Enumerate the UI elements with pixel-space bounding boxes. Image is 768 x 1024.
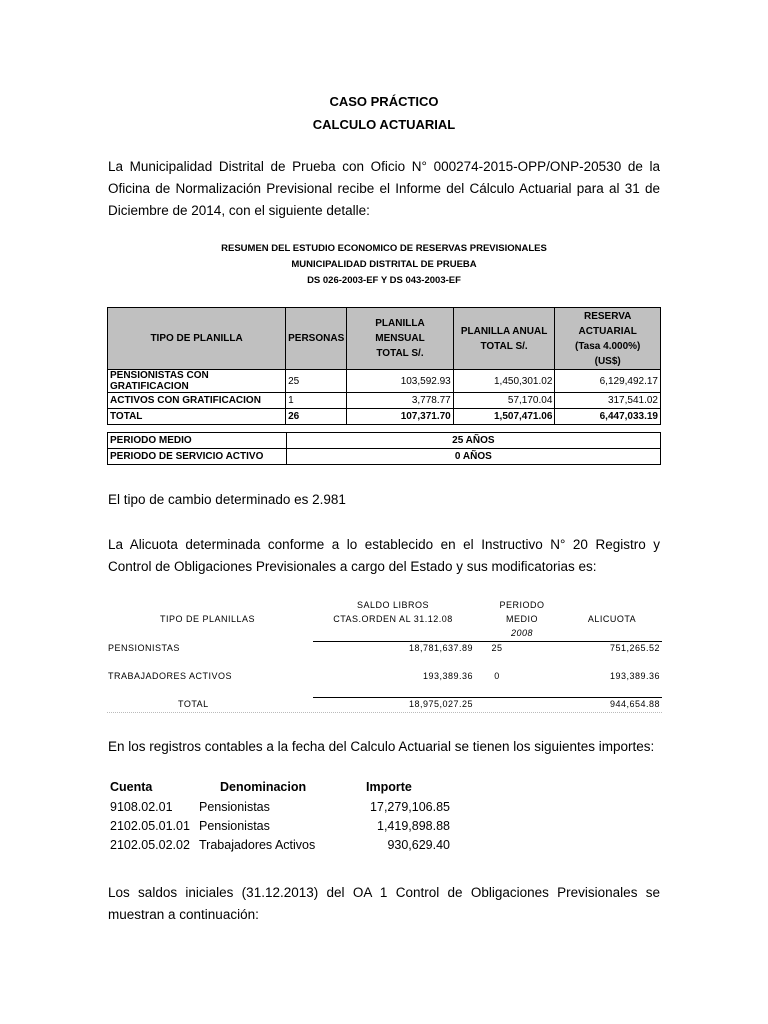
header-tipo: TIPO DE PLANILLA bbox=[108, 308, 286, 370]
header-reserva-1: RESERVA bbox=[583, 310, 632, 322]
alicuota-row-alicuota: 751,265.52 bbox=[609, 643, 660, 653]
row-anual: 1,450,301.02 bbox=[453, 370, 555, 393]
alicuota-total-saldo: 18,975,027.25 bbox=[408, 699, 473, 709]
row-personas: 1 bbox=[286, 393, 347, 409]
intro-line-2: Oficina de Normalización Previsional recibe el Informe del Cálculo Actuarial para al 31 de bbox=[108, 181, 660, 196]
alicuota-paragraph bbox=[108, 534, 660, 578]
table-row bbox=[108, 393, 661, 409]
alicuota-total-label: TOTAL bbox=[178, 699, 209, 709]
header-reserva-2: ACTUARIAL bbox=[578, 325, 637, 337]
exchange-paragraph bbox=[108, 489, 660, 511]
alicuota-total-alicuota: 944,654.88 bbox=[609, 699, 660, 709]
alicuota-header-periodo-3: 2008 bbox=[510, 628, 534, 638]
saldos-paragraph bbox=[108, 882, 660, 926]
row-mensual: 103,592.93 bbox=[347, 370, 454, 393]
alicuota-header-periodo-2: MEDIO bbox=[505, 614, 538, 624]
reserve-table bbox=[107, 307, 661, 425]
accounts-header-denominacion: Denominacion bbox=[220, 780, 307, 794]
account-cuenta: 2102.05.02.02 bbox=[110, 838, 190, 852]
header-mensual-1: PLANILLA bbox=[375, 318, 425, 329]
header-reserva-4: (US$) bbox=[594, 355, 621, 367]
alicuota-row-tipo: PENSIONISTAS bbox=[108, 643, 180, 653]
header-reserva-3: (Tasa 4.000%) bbox=[574, 340, 641, 352]
total-tipo: TOTAL bbox=[108, 409, 286, 425]
account-importe: 1,419,898.88 bbox=[377, 819, 450, 833]
alicuota-header-rule bbox=[313, 641, 662, 642]
alicuota-line-1: La Alicuota determinada conforme a lo establecido en el Instructivo N° 20 Registro y bbox=[108, 537, 660, 552]
row-personas: 25 bbox=[286, 370, 347, 393]
alicuota-line-2: Control de Obligaciones Previsionales a cargo del Estado y sus modificatorias es: bbox=[108, 559, 597, 574]
header-personas: PERSONAS bbox=[286, 308, 347, 370]
account-denominacion: Trabajadores Activos bbox=[199, 838, 316, 852]
saldos-line-1: Los saldos iniciales (31.12.2013) del OA 1 Control de Obligaciones Previsionales se bbox=[108, 885, 660, 900]
alicuota-row-periodo: 25 bbox=[491, 643, 503, 653]
period-value: 25 AÑOS bbox=[286, 433, 660, 449]
alicuota-header-periodo-1: PERIODO bbox=[499, 600, 545, 610]
accounts-header-importe: Importe bbox=[366, 780, 412, 794]
alicuota-row-saldo: 193,389.36 bbox=[422, 671, 473, 681]
total-reserva: 6,447,033.19 bbox=[555, 409, 661, 425]
alicuota-header-saldo-2: CTAS.ORDEN AL 31.12.08 bbox=[333, 614, 453, 624]
table-row bbox=[108, 449, 661, 465]
intro-paragraph bbox=[108, 156, 660, 222]
intro-line-3: Diciembre de 2014, con el siguiente detalle: bbox=[108, 203, 370, 218]
header-anual bbox=[453, 308, 555, 370]
alicuota-row-periodo: 0 bbox=[494, 671, 500, 681]
account-importe: 930,629.40 bbox=[387, 838, 450, 852]
row-reserva: 6,129,492.17 bbox=[555, 370, 661, 393]
total-mensual: 107,371.70 bbox=[347, 409, 454, 425]
exchange-text: El tipo de cambio determinado es 2.981 bbox=[108, 492, 346, 507]
alicuota-row-tipo: TRABAJADORES ACTIVOS bbox=[108, 671, 233, 681]
table-total-row bbox=[108, 409, 661, 425]
row-tipo: ACTIVOS CON GRATIFICACION bbox=[108, 393, 286, 409]
registros-paragraph bbox=[108, 736, 660, 758]
header-mensual-3: TOTAL S/. bbox=[376, 348, 424, 359]
report-title-3: DS 026-2003-EF Y DS 043-2003-EF bbox=[307, 275, 461, 286]
periods-table bbox=[107, 432, 661, 465]
table-row bbox=[108, 370, 661, 393]
table-row bbox=[108, 433, 661, 449]
alicuota-row-saldo: 18,781,637.89 bbox=[408, 643, 473, 653]
header-reserva bbox=[555, 308, 661, 370]
report-title-2: MUNICIPALIDAD DISTRITAL DE PRUEBA bbox=[291, 259, 477, 270]
account-denominacion: Pensionistas bbox=[199, 819, 270, 833]
header-anual-1: PLANILLA ANUAL bbox=[460, 325, 548, 337]
alicuota-row-alicuota: 193,389.36 bbox=[609, 671, 660, 681]
total-anual: 1,507,471.06 bbox=[453, 409, 555, 425]
alicuota-total-rule bbox=[313, 697, 662, 698]
alicuota-header-saldo-1: SALDO LIBROS bbox=[356, 600, 430, 610]
report-title-1: RESUMEN DEL ESTUDIO ECONOMICO DE RESERVAS PREVISIONALES bbox=[221, 243, 547, 254]
header-anual-2: TOTAL S/. bbox=[480, 340, 528, 352]
row-mensual: 3,778.77 bbox=[347, 393, 454, 409]
alicuota-header-tipo: TIPO DE PLANILLAS bbox=[160, 614, 256, 624]
account-importe: 17,279,106.85 bbox=[370, 800, 450, 814]
doc-subtitle: CALCULO ACTUARIAL bbox=[312, 117, 456, 132]
account-cuenta: 2102.05.01.01 bbox=[110, 819, 190, 833]
reserve-header-row bbox=[108, 308, 661, 370]
row-anual: 57,170.04 bbox=[453, 393, 555, 409]
header-mensual-2: MENSUAL bbox=[375, 333, 425, 344]
total-personas: 26 bbox=[286, 409, 347, 425]
saldos-line-2: muestran a continuación: bbox=[108, 907, 259, 922]
account-cuenta: 9108.02.01 bbox=[110, 800, 173, 814]
header-mensual bbox=[347, 308, 454, 370]
registros-text: En los registros contables a la fecha del Calculo Actuarial se tienen los siguientes importes: bbox=[108, 739, 655, 754]
period-label: PERIODO MEDIO bbox=[108, 433, 287, 449]
row-tipo: PENSIONISTAS CON GRATIFICACION bbox=[108, 370, 286, 393]
row-reserva: 317,541.02 bbox=[555, 393, 661, 409]
accounts-header-cuenta: Cuenta bbox=[110, 780, 153, 794]
alicuota-bottom-divider bbox=[107, 712, 662, 713]
intro-line-1: La Municipalidad Distrital de Prueba con Oficio N° 000274-2015-OPP/ONP-20530 de la bbox=[108, 159, 660, 174]
account-denominacion: Pensionistas bbox=[199, 800, 270, 814]
period-label: PERIODO DE SERVICIO ACTIVO bbox=[108, 449, 287, 465]
period-value: 0 AÑOS bbox=[286, 449, 660, 465]
doc-title: CASO PRÁCTICO bbox=[329, 94, 439, 109]
alicuota-header-alicuota: ALICUOTA bbox=[587, 614, 637, 624]
